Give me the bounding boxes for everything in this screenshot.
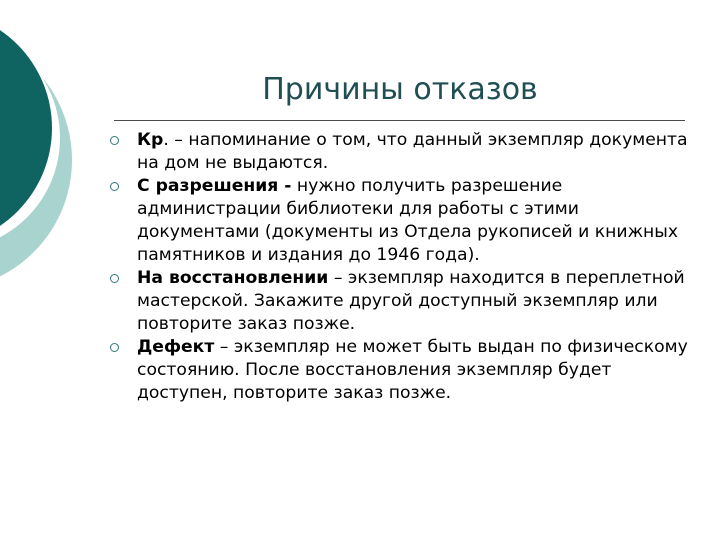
- title-divider: [114, 120, 685, 121]
- bullet-text: нужно получить разрешение администрации библиотеки для работы с этими документами (документы из Отдела рукописей и книжных памятников и издания до 1946 года).: [137, 176, 679, 265]
- bullet-term: Дефект: [137, 337, 215, 357]
- bullet-term: Кр: [137, 130, 164, 150]
- bullet-list: [107, 129, 702, 405]
- bullet-term: С разрешения -: [137, 176, 292, 196]
- hollow-circle-icon: [110, 274, 119, 283]
- hollow-circle-icon: [110, 182, 119, 191]
- hollow-circle-icon: [110, 343, 119, 352]
- slide-title: Причины отказов: [262, 72, 538, 107]
- bullet-item-permission: [107, 175, 702, 267]
- bullet-text: – экземпляр находится в переплетной мастерской. Закажите другой доступный экземпляр или повторите заказ позже.: [137, 268, 685, 334]
- bullet-text: – экземпляр не может быть выдан по физическому состоянию. После восстановления экземпляр будет доступен, повторите заказ позже.: [137, 337, 688, 403]
- bullet-item-kr: [107, 129, 702, 175]
- bullet-term: На восстановлении: [137, 268, 329, 288]
- bullet-text: . – напоминание о том, что данный экземпляр документа на дом не выдаются.: [137, 130, 688, 173]
- bullet-item-defect: [107, 336, 702, 405]
- bullet-item-restoration: [107, 267, 702, 336]
- hollow-circle-icon: [110, 136, 119, 145]
